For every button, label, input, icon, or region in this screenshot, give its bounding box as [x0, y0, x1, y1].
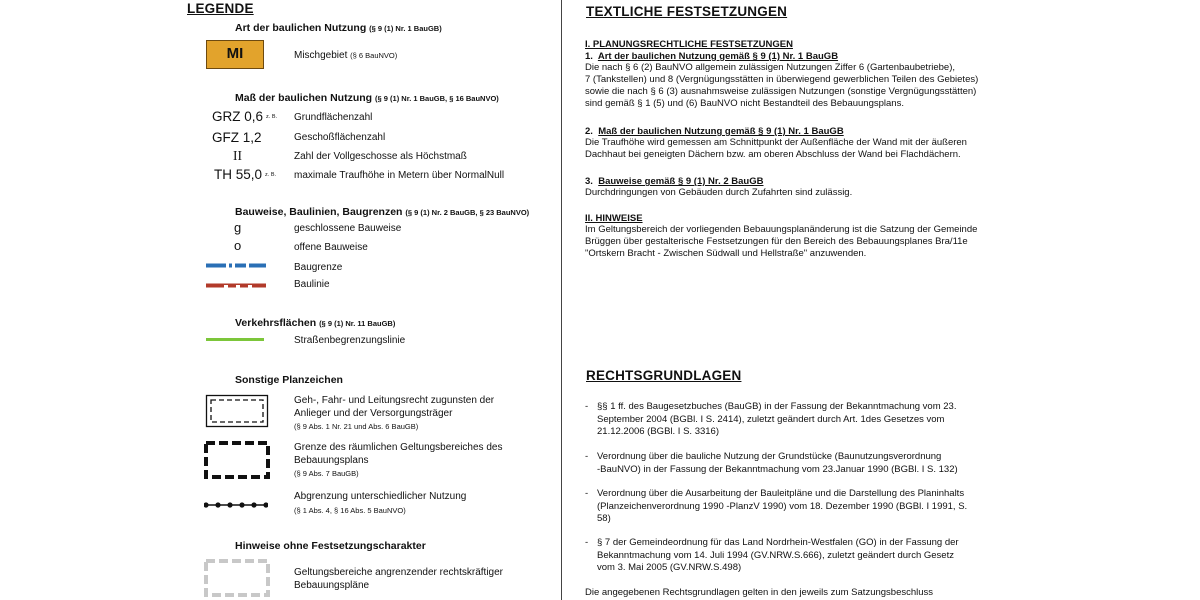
part1-title: I. PLANUNGSRECHTLICHE FESTSETZUNGEN [585, 39, 793, 50]
geltungsbereich-ref: (§ 9 Abs. 7 BauGB) [294, 469, 359, 478]
leitungsrecht-symbol [205, 394, 269, 428]
section-2-line2: Dachhaut bei geneigten Dächern bzw. am oberen Abschluss der Wand bei Flachdächern. [585, 149, 961, 160]
leitungsrecht-line2: Anlieger und der Versorgungsträger [294, 408, 453, 419]
baulinie-symbol [206, 282, 266, 290]
part2-line1: Im Geltungsbereich der vorliegenden Bebauungsplanänderung ist die Satzung der Gemeinde [585, 224, 978, 235]
section-1-line1: Die nach § 6 (2) BauNVO allgemein zulässigen Nutzungen Ziffer 6 (Gartenbaubetriebe), [585, 62, 955, 73]
rg-item-planzv: - Verordnung über die Ausarbeitung der Bauleitpläne und die Darstellung des Planinhalts (Planzeichenverordnung 1990 -PlanzV 1990) vom 18. Dezember 1990 (BGBl. I 1991, S. 58) [585, 488, 968, 524]
column-divider [561, 0, 562, 600]
geltungsbereich-symbol [203, 440, 271, 480]
abgrenzung-text: Abgrenzung unterschiedlicher Nutzung [294, 491, 467, 502]
mass-heading: Maß der baulichen Nutzung (§ 9 (1) Nr. 1 BauGB, § 16 BauNVO) [235, 92, 499, 104]
vollgeschosse-text: Zahl der Vollgeschosse als Höchstmaß [294, 151, 467, 162]
leitungsrecht-line1: Geh-, Fahr- und Leitungsrecht zugunsten der [294, 395, 495, 406]
baugrenze-symbol [206, 262, 266, 270]
section-2-line1: Die Traufhöhe wird gemessen am Schnittpunkt der Außenfläche der Wand mit der äußeren [585, 137, 967, 148]
section-1 [585, 51, 978, 110]
grz-code: GRZ 0,6 z. B. [212, 109, 278, 124]
leitungsrecht-ref: (§ 9 Abs. 1 Nr. 21 und Abs. 6 BauGB) [294, 422, 419, 431]
section-1-line4: sind gemäß § 1 (5) und (6) BauNVO nicht Bestandteil des Bebauungsplans. [585, 98, 904, 109]
hinweise-heading: Hinweise ohne Festsetzungscharakter [235, 540, 426, 552]
rechtsgrundlagen-footer: Die angegebenen Rechtsgrundlagen gelten in den jeweils zum Satzungsbeschluss [585, 587, 934, 598]
th-code: TH 55,0 z. B. [214, 167, 277, 182]
o-symbol: o [234, 238, 242, 253]
legend-title: LEGENDE [187, 1, 254, 16]
textliche-title: TEXTLICHE FESTSETZUNGEN [586, 4, 788, 19]
section-3-heading: 3. Bauweise gemäß § 9 (1) Nr. 2 BauGB [585, 176, 764, 187]
strassenbegrenzungslinie-symbol [206, 338, 264, 341]
section-1-line2: 7 (Tankstellen) und 8 (Vergnügungsstätten in überwiegend gewerblichen Teilen des Gebietes) [585, 74, 979, 85]
bauweise-heading: Bauweise, Baulinien, Baugrenzen (§ 9 (1) Nr. 2 BauGB, § 23 BauNVO) [235, 206, 530, 218]
part2-line2: Brüggen über gestalterische Festsetzungen für den Bereich des Bebauungsplanes Bra/11e [585, 236, 968, 247]
section-2 [585, 126, 967, 161]
angrenzende-line2: Bebauungspläne [294, 580, 370, 591]
g-text: geschlossene Bauweise [294, 223, 402, 234]
abgrenzung-symbol [204, 499, 268, 511]
rg-item-baugb: - §§ 1 ff. des Baugesetzbuches (BauGB) in der Fassung der Bekanntmachung vom 23. September 2004 (BGBl. I S. 2414), zuletzt geändert durch Art. 1des Gesetzes vom 21.12.2006 (BGBl. I S. 3316) [585, 401, 957, 437]
section-1-line3: sowie die nach § 6 (3) ausnahmsweise zulässigen Nutzungen (sonstige Vergnügungsstätten) [585, 86, 977, 97]
section-1-heading: 1. Art der baulichen Nutzung gemäß § 9 (1) Nr. 1 BauGB [585, 51, 839, 62]
angrenzende-line1: Geltungsbereiche angrenzender rechtskräftiger [294, 567, 504, 578]
g-symbol: g [234, 220, 242, 235]
rechtsgrundlagen-title: RECHTSGRUNDLAGEN [586, 368, 742, 383]
rg-item-go: - § 7 der Gemeindeordnung für das Land Nordrhein-Westfalen (GO) in der Fassung der Bekanntmachung vom 14. Juli 1994 (GV.NRW.S.666), zuletzt geändert durch Gesetz vom 3. Mai 2005 (GV.NRW.S.498) [585, 537, 959, 573]
section-2-heading: 2. Maß der baulichen Nutzung gemäß § 9 (1) Nr. 1 BauGB [585, 126, 844, 137]
section-3 [585, 176, 852, 199]
baugrenze-text: Baugrenze [294, 262, 343, 273]
gfz-text: Geschoßflächenzahl [294, 132, 386, 143]
geltungsbereich-line2: Bebauungsplans [294, 455, 369, 466]
abgrenzung-ref: (§ 1 Abs. 4, § 16 Abs. 5 BauNVO) [294, 506, 406, 515]
grz-text: Grundflächenzahl [294, 112, 373, 123]
strassenbegrenzungslinie-text: Straßenbegrenzungslinie [294, 335, 406, 346]
part2-line3: "Ortskern Bracht - Zwischen Südwall und Hellstraße" anzuwenden. [585, 248, 867, 259]
part2-hinweise [585, 213, 977, 260]
angrenzende-bebauungsplaene-symbol [203, 558, 271, 598]
geltungsbereich-line1: Grenze des räumlichen Geltungsbereiches des [294, 442, 503, 453]
section-3-line1: Durchdringungen von Gebäuden durch Zufahrten sind zulässig. [585, 187, 853, 198]
th-text: maximale Traufhöhe in Metern über NormalNull [294, 170, 505, 181]
verkehr-heading: Verkehrsflächen (§ 9 (1) Nr. 11 BauGB) [235, 317, 396, 329]
mi-symbol: MI [206, 40, 264, 69]
mi-description: Mischgebiet (§ 6 BauNVO) [294, 50, 398, 61]
part2-title: II. HINWEISE [585, 213, 643, 224]
sonstige-heading: Sonstige Planzeichen [235, 374, 343, 386]
art-heading: Art der baulichen Nutzung (§ 9 (1) Nr. 1 BauGB) [235, 22, 442, 34]
baulinie-text: Baulinie [294, 279, 330, 290]
o-text: offene Bauweise [294, 242, 368, 253]
vollgeschosse-code: II [233, 148, 242, 163]
gfz-code: GFZ 1,2 [212, 130, 262, 145]
rg-item-baunvo: - Verordnung über die bauliche Nutzung der Grundstücke (Baunutzungsverordnung -BauNVO) in der Fassung der Bekanntmachung vom 23.Januar 1990 (BGBl. I S. 132) [585, 451, 958, 475]
